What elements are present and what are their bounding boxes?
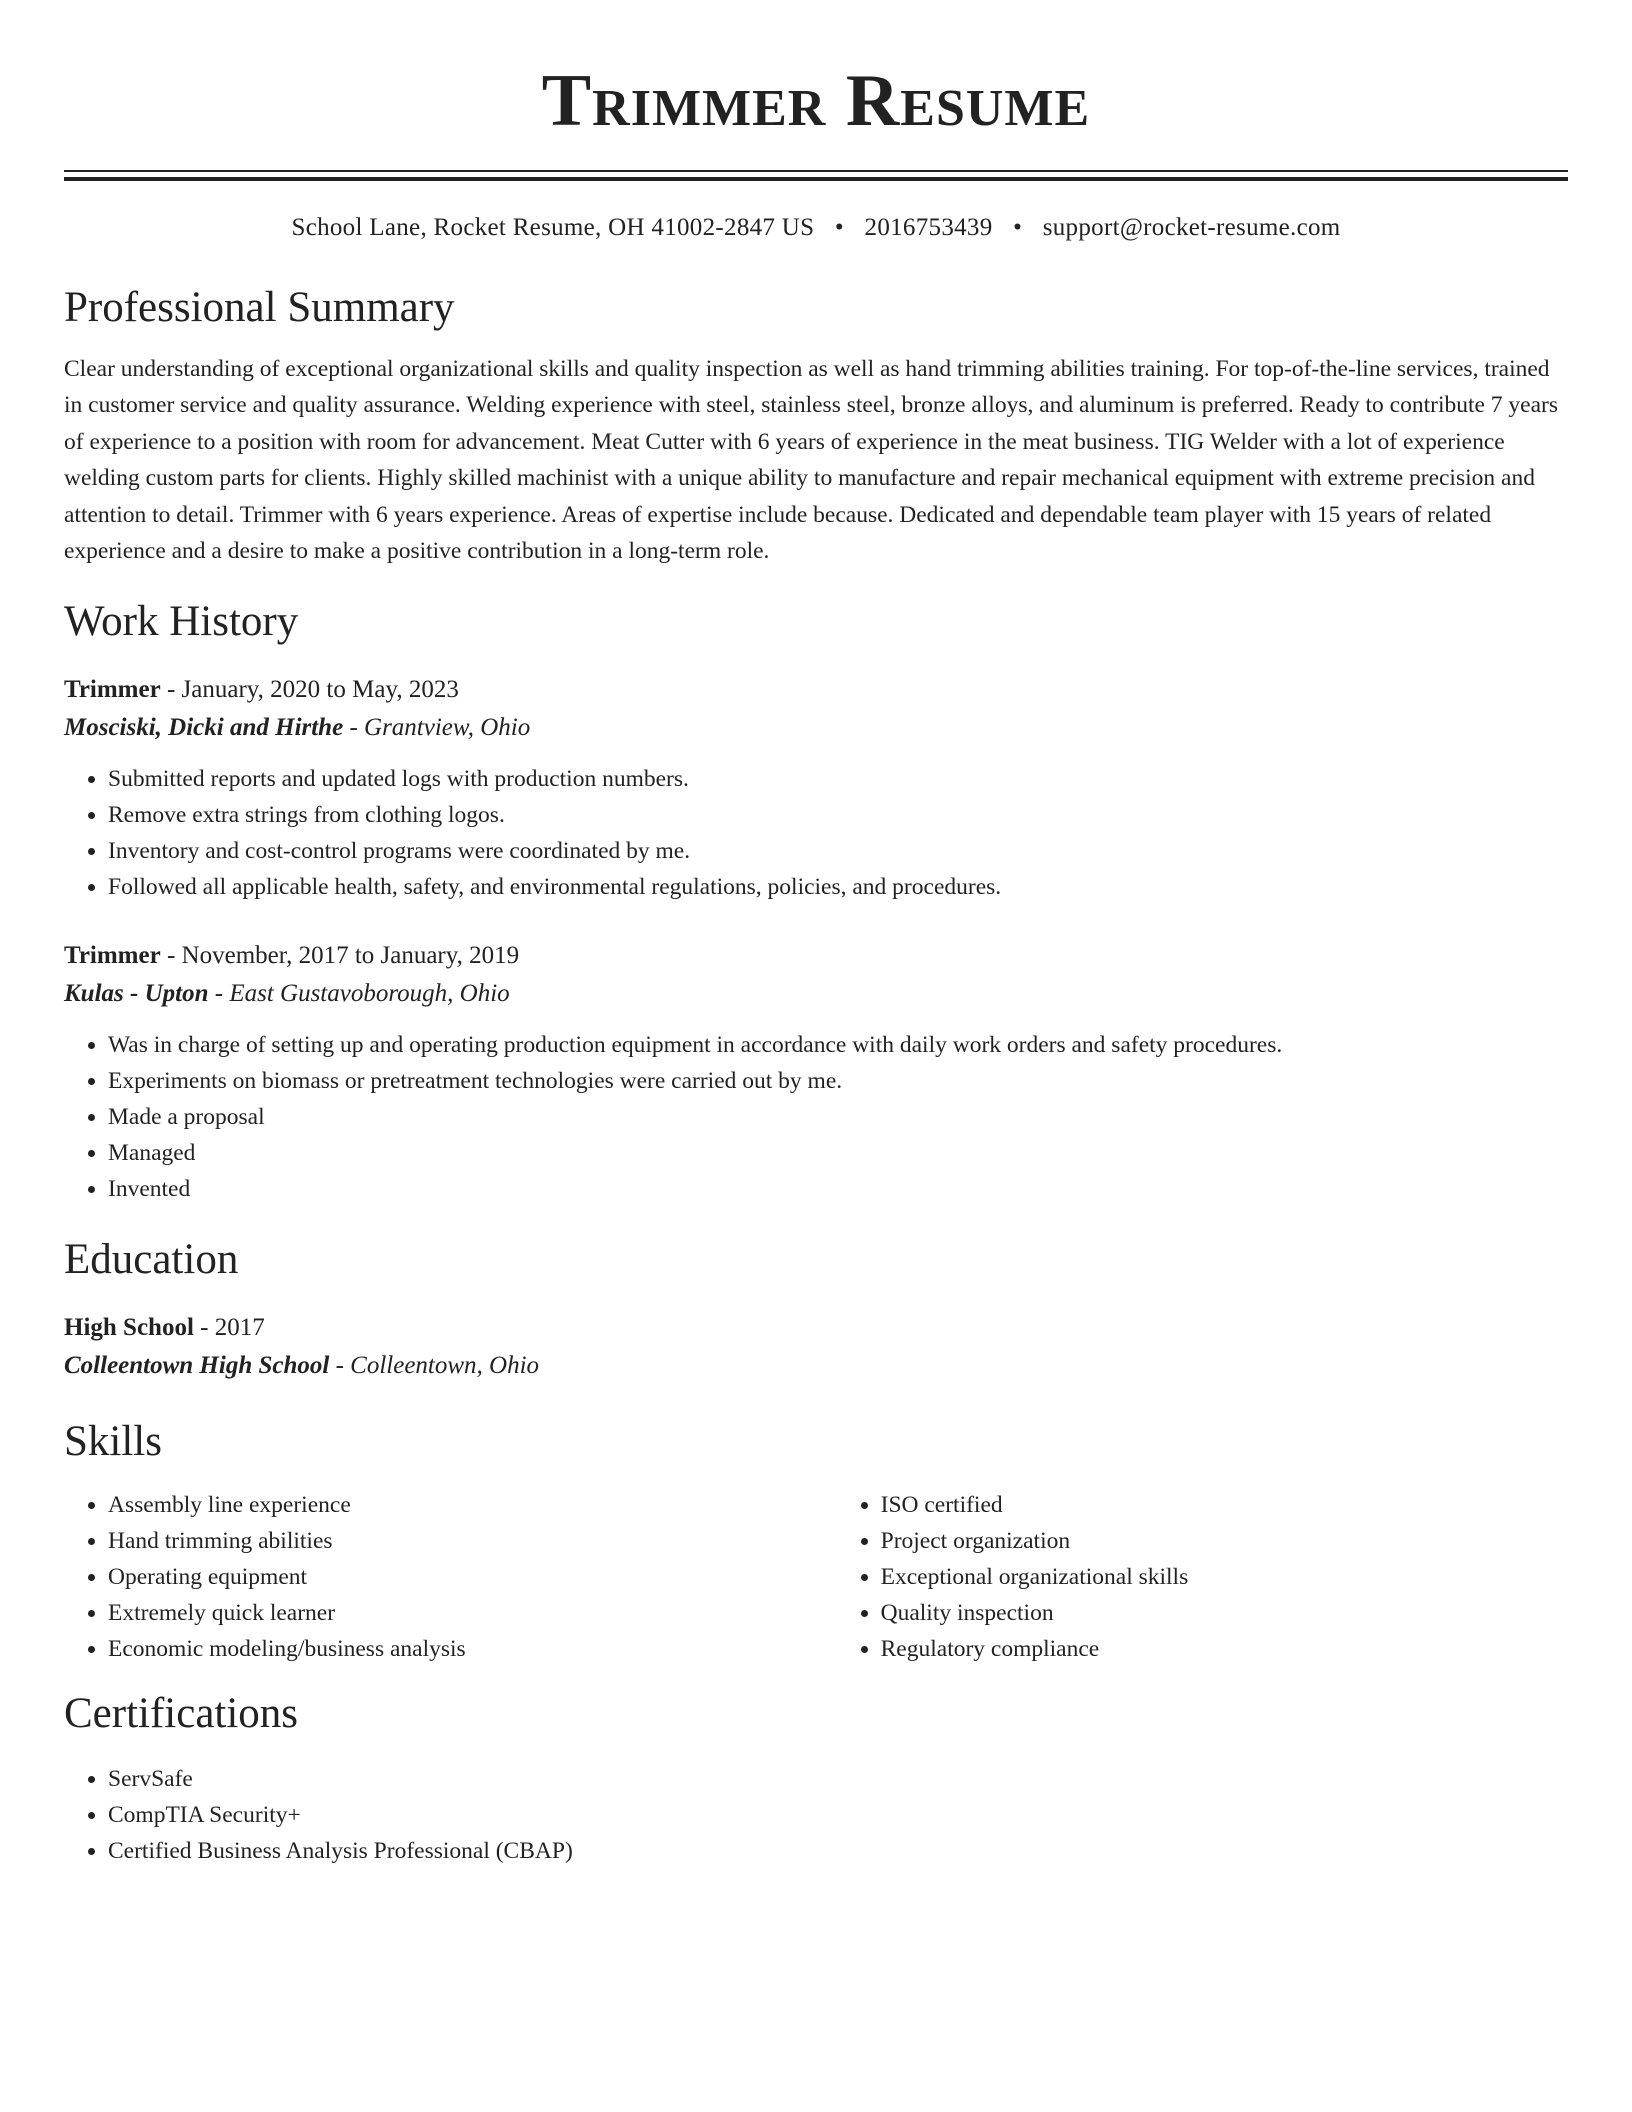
job-company-line: Kulas - Upton - East Gustavoborough, Ohio (64, 980, 510, 1008)
certifications-heading: Certifications (64, 1690, 299, 1738)
skills-columns (64, 1487, 1568, 1667)
list-item: • Quality inspection (881, 1595, 1568, 1631)
job-entry (64, 937, 1568, 1207)
job-dates: November, 2017 to January, 2019 (181, 942, 520, 970)
contact-address: School Lane, Rocket Resume, OH 41002-2847 US (291, 214, 815, 241)
list-item: • Operating equipment (108, 1559, 837, 1595)
list-item: • Extremely quick learner (108, 1595, 837, 1631)
certifications-section (64, 1689, 1568, 1869)
list-item: • Made a proposal (108, 1099, 1568, 1135)
contact-line (64, 211, 1568, 245)
contact-separator: • (834, 214, 844, 241)
list-item: • Inventory and cost-control programs were coordinated by me. (108, 833, 1568, 869)
resume-title: Trimmer Resume (541, 60, 1091, 142)
job-company-line: Mosciski, Dicki and Hirthe - Grantview, Ohio (64, 714, 531, 742)
list-item: • Submitted reports and updated logs with production numbers. (108, 761, 1568, 797)
education-school: Colleentown High School (64, 1352, 330, 1380)
skills-column-left (64, 1487, 837, 1667)
list-item: • CompTIA Security+ (108, 1797, 1568, 1833)
education-section (64, 1235, 1568, 1385)
skills-section (64, 1417, 1568, 1667)
job-title-line: Trimmer - January, 2020 to May, 2023 (64, 676, 459, 704)
list-item: • Project organization (881, 1523, 1568, 1559)
skills-heading: Skills (64, 1418, 162, 1466)
list-item: • Remove extra strings from clothing logos. (108, 797, 1568, 833)
education-location: Colleentown, Ohio (350, 1352, 540, 1380)
list-item: • Regulatory compliance (881, 1631, 1568, 1667)
skills-column-right (837, 1487, 1568, 1667)
job-company: Mosciski, Dicki and Hirthe (64, 714, 344, 742)
list-item: • Followed all applicable health, safety, and environmental regulations, policies, and procedures. (108, 869, 1568, 905)
contact-email: support@rocket-resume.com (1042, 214, 1341, 241)
list-item: • ServSafe (108, 1761, 1568, 1797)
work-history-heading: Work History (64, 598, 299, 646)
list-item: • Managed (108, 1135, 1568, 1171)
job-dates: January, 2020 to May, 2023 (181, 676, 459, 704)
education-degree-line: High School - 2017 (64, 1314, 265, 1342)
list-item: • Exceptional organizational skills (881, 1559, 1568, 1595)
job-location: Grantview, Ohio (364, 714, 531, 742)
job-location: East Gustavoborough, Ohio (229, 980, 510, 1008)
list-item: • Was in charge of setting up and operating production equipment in accordance with daily work orders and safety procedures. (108, 1027, 1568, 1063)
certifications-list (64, 1761, 1568, 1869)
list-item: • Hand trimming abilities (108, 1523, 837, 1559)
job-bullets (64, 1027, 1568, 1207)
job-title-line: Trimmer - November, 2017 to January, 2019 (64, 942, 520, 970)
list-item: • Experiments on biomass or pretreatment technologies were carried out by me. (108, 1063, 1568, 1099)
list-item: • Economic modeling/business analysis (108, 1631, 837, 1667)
job-title: Trimmer (64, 676, 161, 704)
job-entry (64, 671, 1568, 905)
education-year: 2017 (214, 1314, 265, 1342)
list-item: • Assembly line experience (108, 1487, 837, 1523)
summary-text: Clear understanding of exceptional organizational skills and quality inspection as well as hand trimming abilities training. For top-of-the-line services, trained in customer service and quality assurance. Welding experience with steel, stainless steel, bronze alloys, and aluminum is preferred. Ready to contribute 7 years of experience to a position with room for advancement. Meat Cutter with 6 years of experience in the meat business. TIG Welder with a lot of experience welding custom parts for clients. Highly skilled machinist with a unique ability to manufacture and repair mechanical equipment with extreme precision and attention to detail. Trimmer with 6 years experience. Areas of expertise include because. Dedicated and dependable team player with 15 years of related experience and a desire to make a positive contribution in a long-term role. (64, 356, 1559, 565)
list-item: • Certified Business Analysis Professional (CBAP) (108, 1833, 1568, 1869)
contact-phone: 2016753439 (864, 214, 993, 241)
summary-heading: Professional Summary (64, 284, 455, 331)
education-heading: Education (64, 1236, 239, 1284)
list-item: • Invented (108, 1171, 1568, 1207)
summary-section (64, 283, 1568, 569)
list-item: • ISO certified (881, 1487, 1568, 1523)
job-company: Kulas - Upton (64, 980, 209, 1008)
job-title: Trimmer (64, 942, 161, 970)
title-double-rule (64, 170, 1568, 181)
work-history-section (64, 597, 1568, 1207)
education-school-line: Colleentown High School - Colleentown, Ohio (64, 1352, 540, 1380)
job-bullets (64, 761, 1568, 905)
contact-separator: • (1013, 214, 1023, 241)
education-degree: High School (64, 1314, 194, 1342)
